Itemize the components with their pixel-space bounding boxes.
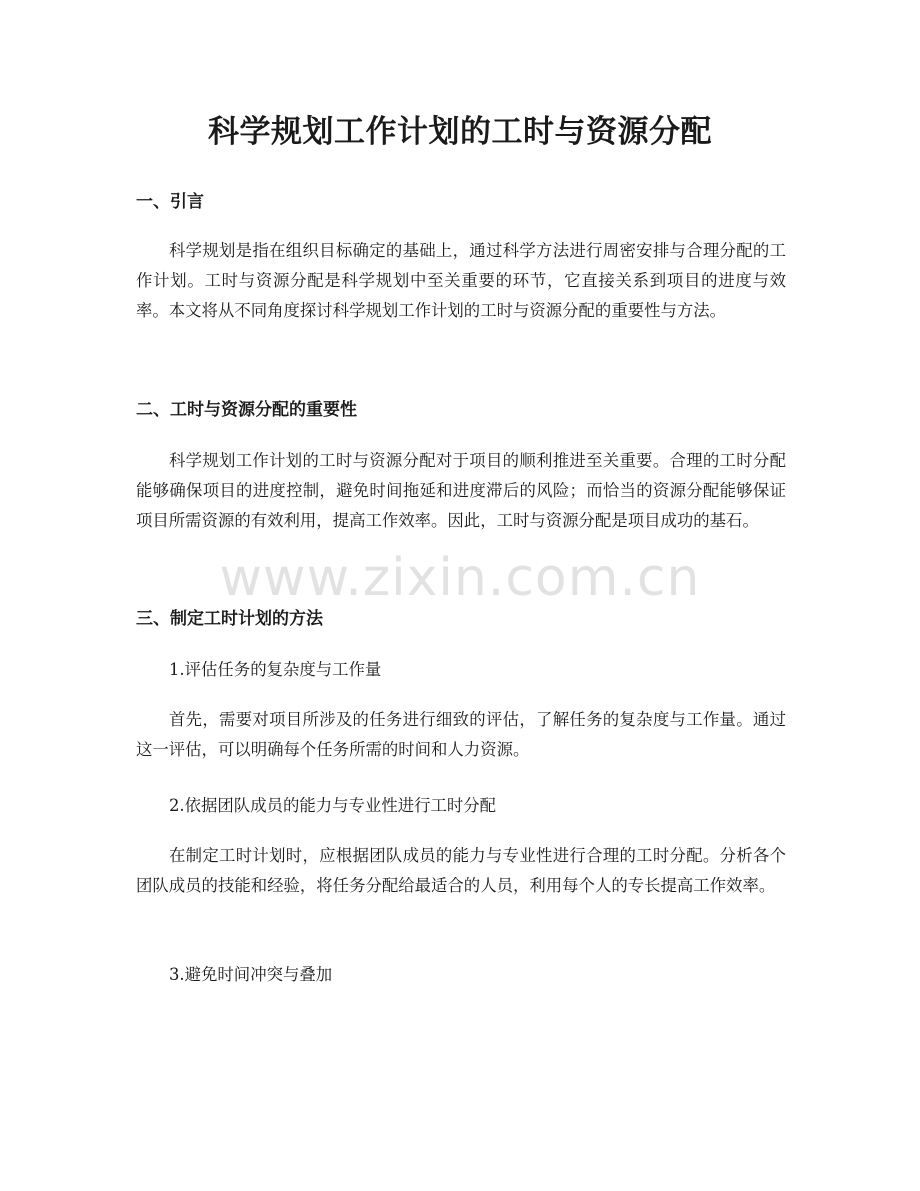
subparagraph-2: 在制定工时计划时，应根据团队成员的能力与专业性进行合理的工时分配。分析各个团队成员的技能和经验，将任务分配给最适合的人员，利用每个人的专长提高工作效率。 <box>136 846 786 895</box>
section-heading-importance: 二、工时与资源分配的重要性 <box>136 400 357 420</box>
subheading-3: 3.避免时间冲突与叠加 <box>169 965 333 984</box>
section-paragraph-introduction: 科学规划是指在组织目标确定的基础上，通过科学方法进行周密安排与合理分配的工作计划。工时与资源分配是科学规划中至关重要的环节，它直接关系到项目的进度与效率。本文将从不同角度探讨科学规划工作计划的工时与资源分配的重要性与方法。 <box>136 241 786 320</box>
section-heading-introduction: 一、引言 <box>136 192 204 212</box>
section-paragraph-importance: 科学规划工作计划的工时与资源分配对于项目的顺利推进至关重要。合理的工时分配能够确保项目的进度控制，避免时间拖延和进度滞后的风险；而恰当的资源分配能够保证项目所需资源的有效利用，提高工作效率。因此，工时与资源分配是项目成功的基石。 <box>136 451 786 530</box>
watermark: www.zixin.com.cn <box>219 548 701 608</box>
document-title: 科学规划工作计划的工时与资源分配 <box>208 114 712 150</box>
subparagraph-1: 首先，需要对项目所涉及的任务进行细致的评估，了解任务的复杂度与工作量。通过这一评估，可以明确每个任务所需的时间和人力资源。 <box>136 710 786 759</box>
section-heading-methods: 三、制定工时计划的方法 <box>136 609 323 629</box>
subheading-1: 1.评估任务的复杂度与工作量 <box>169 660 382 679</box>
subheading-2: 2.依据团队成员的能力与专业性进行工时分配 <box>169 796 497 815</box>
